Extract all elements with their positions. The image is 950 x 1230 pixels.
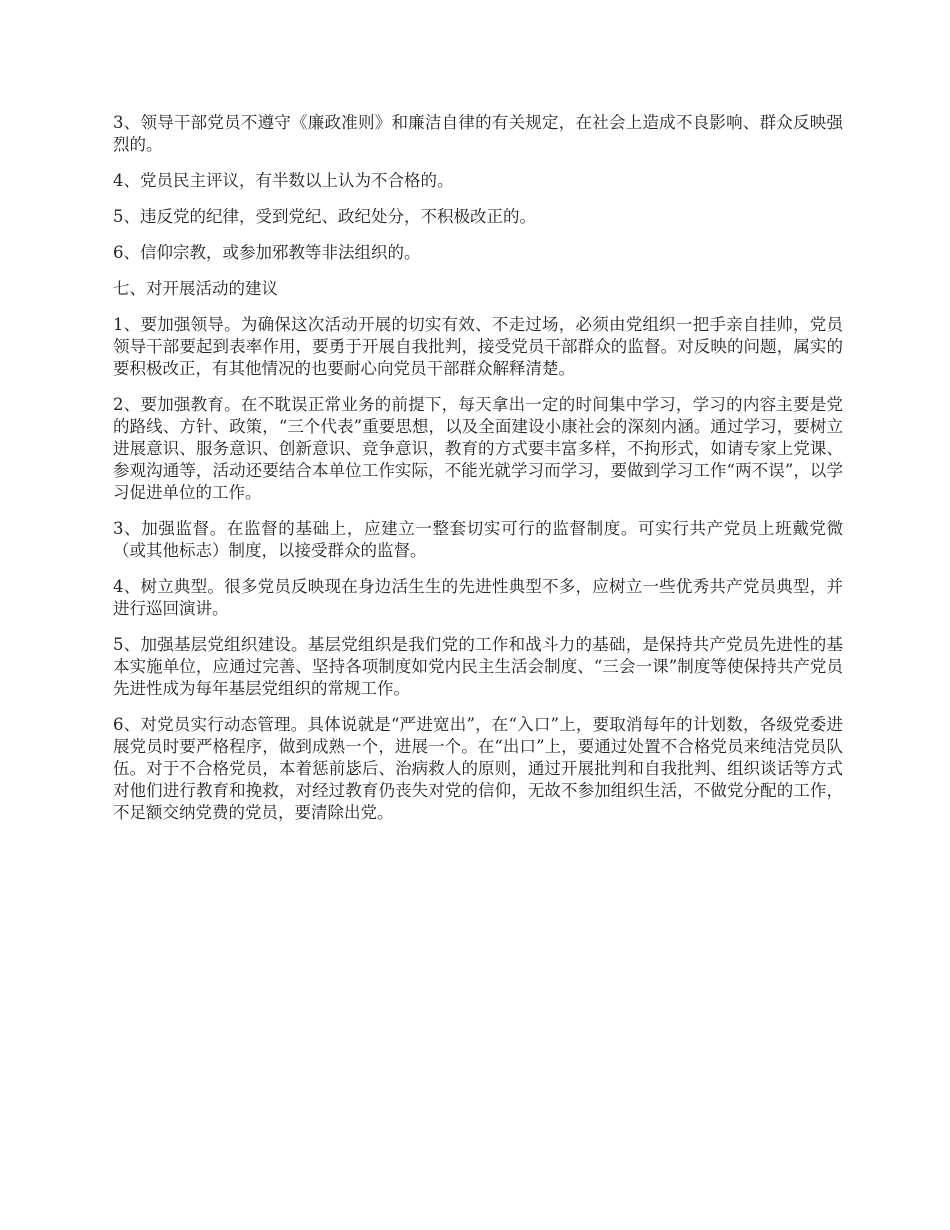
paragraph-item-5-party-discipline: 5、违反党的纪律，受到党纪、政纪处分，不积极改正的。 [113, 207, 536, 226]
paragraph-item-4-democratic-review: 4、党员民主评议，有半数以上认为不合格的。 [113, 171, 454, 190]
paragraph-suggestion-5-grassroots: 5、加强基层党组织建设。基层党组织是我们党的工作和战斗力的基础，是保持共产党员先进性的基本实施单位，应通过完善、坚持各项制度如党内民主生活会制度、“三会一课”制度等使保持共产党员先进性成为每年基层党组织的常规工作。 [113, 635, 843, 698]
paragraph-suggestion-3-supervision: 3、加强监督。在监督的基础上，应建立一整套切实可行的监督制度。可实行共产党员上班戴党微（或其他标志）制度，以接受群众的监督。 [113, 519, 843, 560]
paragraph-item-3-cadre-discipline: 3、领导干部党员不遵守《廉政准则》和廉洁自律的有关规定，在社会上造成不良影响、群众反映强烈的。 [113, 113, 843, 154]
section-heading-suggestions: 七、对开展活动的建议 [113, 279, 278, 298]
paragraph-item-6-religion: 6、信仰宗教，或参加邪教等非法组织的。 [113, 243, 421, 262]
document-body [113, 112, 843, 838]
paragraph-suggestion-2-education: 2、要加强教育。在不耽误正常业务的前提下，每天拿出一定的时间集中学习，学习的内容主要是党的路线、方针、政策，“三个代表”重要思想，以及全面建设小康社会的深刻内涵。通过学习，要树立进展意识、服务意识、创新意识、竞争意识，教育的方式要丰富多样，不拘形式，如请专家上党课、参观沟通等，活动还要结合本单位工作实际，不能光就学习而学习，要做到学习工作“两不误”，以学习促进单位的工作。 [113, 395, 843, 502]
paragraph-suggestion-4-role-models: 4、树立典型。很多党员反映现在身边活生生的先进性典型不多，应树立一些优秀共产党员典型，并进行巡回演讲。 [113, 577, 843, 618]
paragraph-suggestion-6-dynamic-management: 6、对党员实行动态管理。具体说就是“严进宽出”，在“入口”上，要取消每年的计划数，各级党委进展党员时要严格程序，做到成熟一个，进展一个。在“出口”上，要通过处置不合格党员来纯洁党员队伍。对于不合格党员，本着惩前毖后、治病救人的原则，通过开展批判和自我批判、组织谈话等方式对他们进行教育和挽救，对经过教育仍丧失对党的信仰，无故不参加组织生活，不做党分配的工作，不足额交纳党费的党员，要清除出党。 [113, 715, 843, 822]
paragraph-suggestion-1-leadership: 1、要加强领导。为确保这次活动开展的切实有效、不走过场，必须由党组织一把手亲自挂帅，党员领导干部要起到表率作用，要勇于开展自我批判，接受党员干部群众的监督。对反映的问题，属实的要积极改正，有其他情况的也要耐心向党员干部群众解释清楚。 [113, 315, 843, 378]
